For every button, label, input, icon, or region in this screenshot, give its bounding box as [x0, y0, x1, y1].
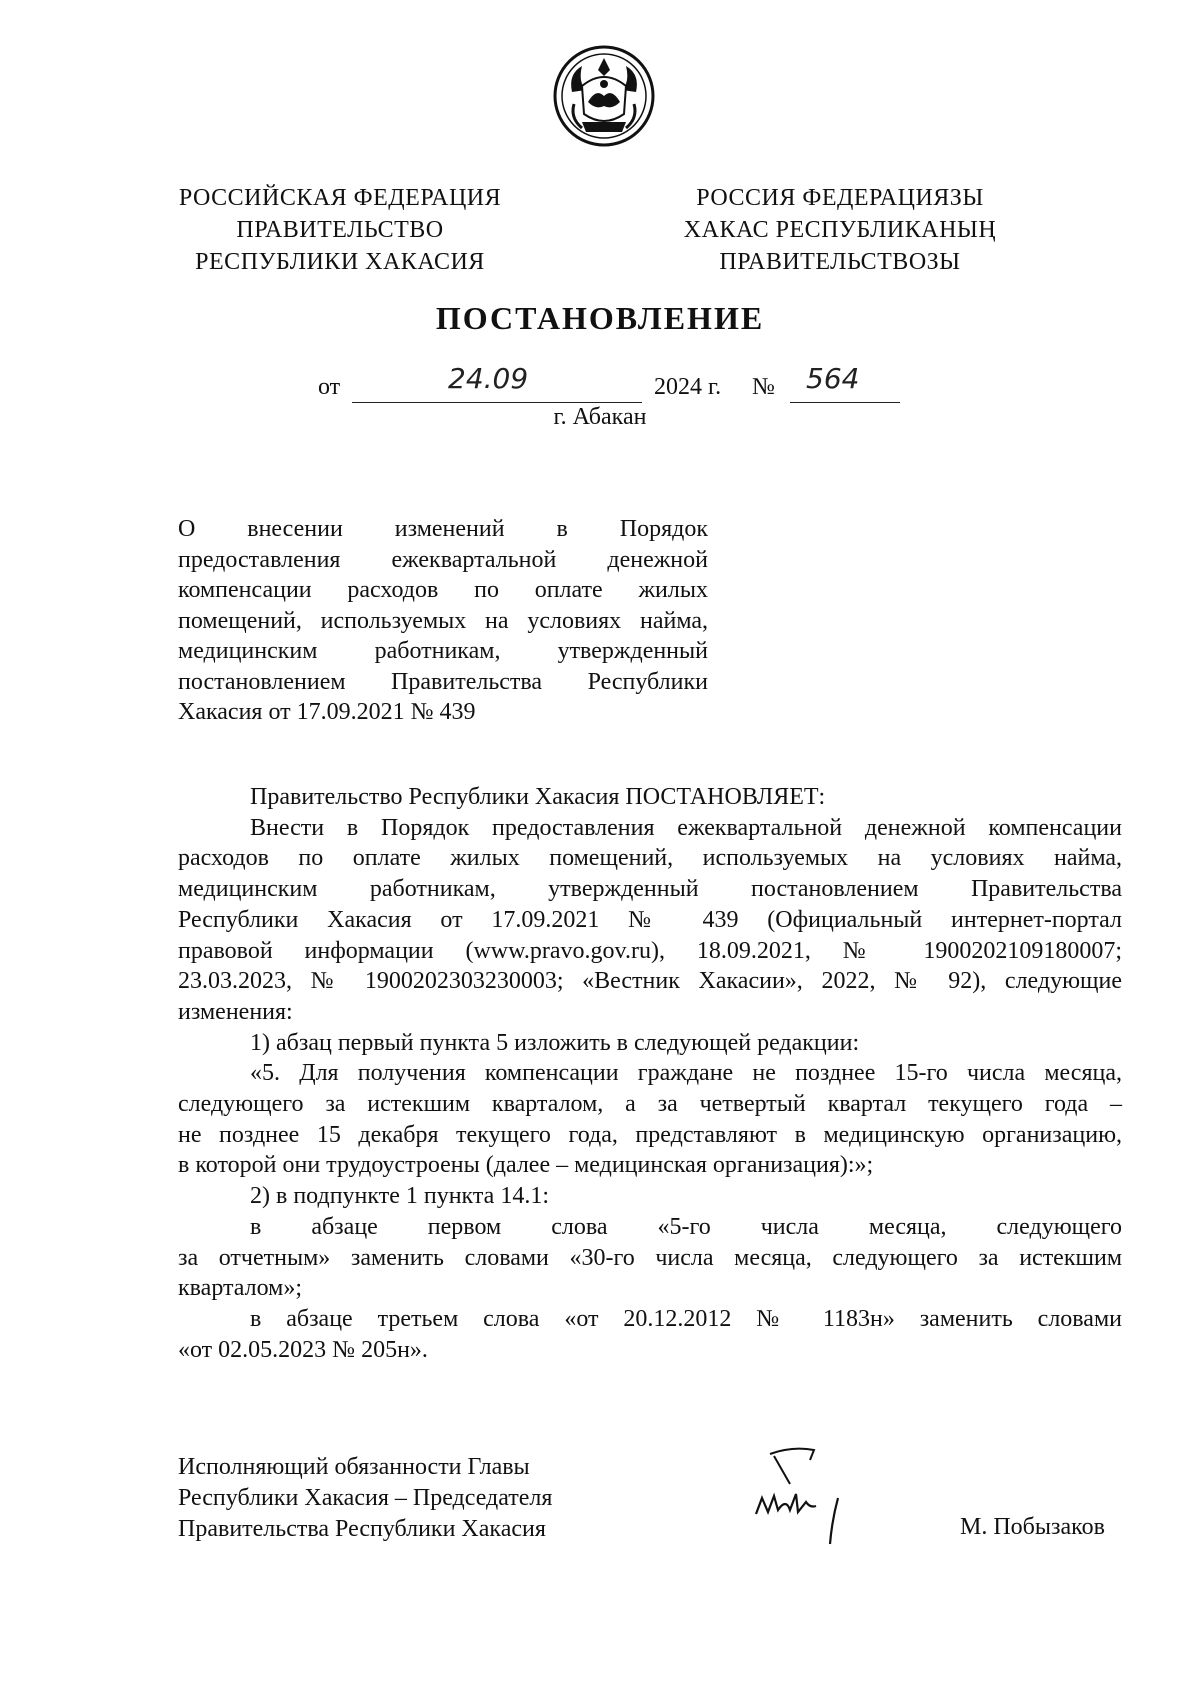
handwritten-number: 564 [806, 362, 860, 395]
subject-line: помещений, используемых на условиях найма, [178, 607, 708, 634]
signer-name: М. Побызаков [960, 1514, 1105, 1540]
item-1: 1) абзац первый пункта 5 изложить в следующей редакции: [250, 1029, 860, 1056]
body-line: расходов по оплате жилых помещений, используемых на условиях найма, [178, 845, 1122, 872]
body-line: медицинским работникам, утвержденный постановлением Правительства [178, 876, 1122, 903]
item-1-quote-line: в которой они трудоустроены (далее – медицинская организация):»; [178, 1152, 874, 1179]
subject-line: предоставления ежеквартальной денежной [178, 546, 708, 573]
preamble: Правительство Республики Хакасия ПОСТАНОВЛЯЕТ: [250, 784, 826, 810]
item-1-quote-line: «5. Для получения компенсации граждане не позднее 15-го числа месяца, [250, 1060, 1122, 1087]
subject-line: компенсации расходов по оплате жилых [178, 577, 708, 603]
header-left-line: РЕСПУБЛИКИ ХАКАСИЯ [195, 249, 485, 275]
subject-line: медицинским работникам, утвержденный [178, 638, 708, 664]
document-title: ПОСТАНОВЛЕНИЕ [435, 300, 765, 336]
item-2-b-line: в абзаце третьем слова «от 20.12.2012 № 1183н» заменить словами [250, 1305, 1122, 1332]
position-line: Республики Хакасия – Председателя [178, 1485, 553, 1511]
header-right-line: РОССИЯ ФЕДЕРАЦИЯЗЫ [696, 185, 984, 211]
number-label: № [752, 374, 775, 400]
item-2-a-line: в абзаце первом слова «5-го числа месяца, следующего [250, 1213, 1122, 1240]
subject-line: О внесении изменений в Порядок [178, 516, 708, 542]
body-line: Внести в Порядок предоставления ежеквартальной денежной компенсации [250, 814, 1122, 841]
item-1-quote-line: не позднее 15 декабря текущего года, представляют в медицинскую организацию, [178, 1121, 1122, 1148]
body-line: 23.03.2023, № 1900202303230003; «Вестник Хакасии», 2022, № 92), следующие [178, 968, 1122, 995]
handwritten-date: 24.09 [448, 362, 529, 395]
header-right-line: ХАКАС РЕСПУБЛИКАНЫҢ [683, 217, 997, 243]
body-line: Республики Хакасия от 17.09.2021 № 439 (Официальный интернет-портал [178, 906, 1122, 933]
handwritten-signature [752, 1440, 862, 1550]
subject-line: Хакасия от 17.09.2021 № 439 [178, 699, 476, 725]
header-right-line: ПРАВИТЕЛЬСТВОЗЫ [719, 249, 961, 275]
subject-line: постановлением Правительства Республики [178, 668, 708, 695]
header-left-line: РОССИЙСКАЯ ФЕДЕРАЦИЯ [178, 185, 502, 211]
body-line: изменения: [178, 998, 293, 1025]
coat-of-arms-emblem [552, 44, 656, 148]
item-1-quote-line: следующего за истекшим кварталом, а за четвертый квартал текущего года – [178, 1091, 1122, 1118]
position-line: Исполняющий обязанности Главы [178, 1454, 530, 1480]
item-2: 2) в подпункте 1 пункта 14.1: [250, 1183, 549, 1210]
document-body [178, 782, 1122, 1365]
item-2-a-line: за отчетным» заменить словами «30-го числа месяца, следующего за истекшим [178, 1244, 1122, 1271]
signatory-position [178, 1452, 552, 1545]
document-subject [178, 514, 708, 728]
item-2-a-line: кварталом»; [178, 1275, 303, 1302]
header-russian [150, 182, 530, 278]
item-2-b-line: «от 02.05.2023 № 205н». [178, 1336, 428, 1363]
body-line: правовой информации (www.pravo.gov.ru), 18.09.2021, № 1900202109180007; [178, 937, 1122, 964]
position-line: Правительства Республики Хакасия [178, 1516, 546, 1542]
header-left-line: ПРАВИТЕЛЬСТВО [236, 217, 444, 243]
date-number-line [0, 362, 1200, 408]
from-label: от [318, 374, 341, 400]
city-label: г. Абакан [553, 404, 647, 430]
year-label: 2024 г. [654, 374, 722, 400]
header-khakas [650, 182, 1030, 278]
